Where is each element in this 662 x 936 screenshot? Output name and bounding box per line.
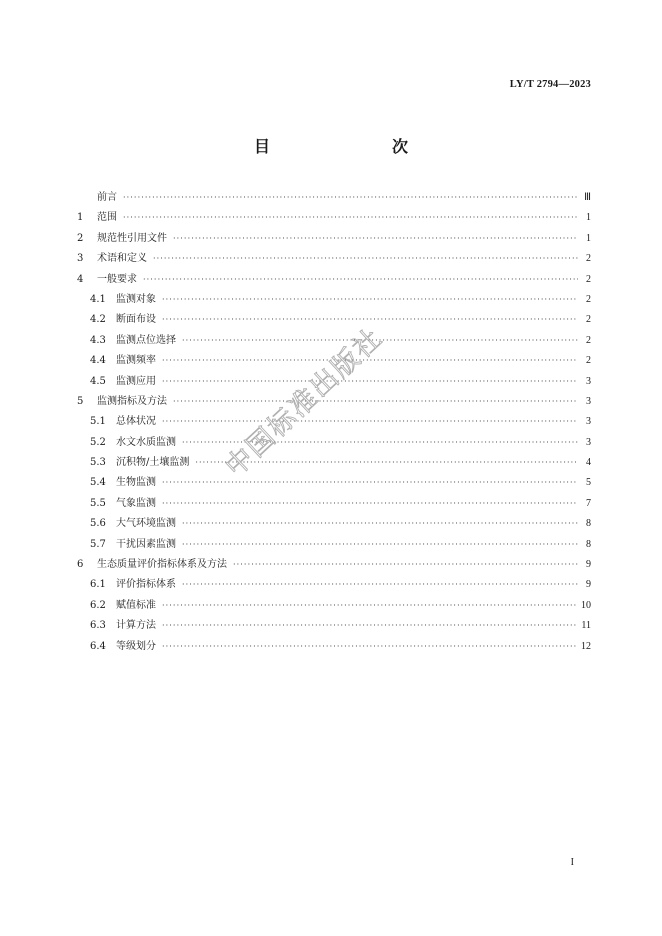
publisher-watermark: 中国标准出版社 [219,321,390,484]
toc-entry-number: 4.1 [90,293,106,305]
toc-entry-number: 3 [77,253,84,265]
toc-entry[interactable] [77,351,591,371]
toc-dot-leader [182,433,578,453]
toc-entry[interactable] [77,412,591,432]
toc-entry-number: 1 [77,212,84,224]
toc-entry-label: 监测对象 [116,293,156,305]
toc-entry-label: 一般要求 [97,273,137,285]
toc-dot-leader [233,555,578,575]
toc-entry-number: 4.4 [90,355,106,367]
toc-entry-page: 2 [586,253,591,265]
toc-dot-leader [162,637,576,657]
toc-entry-page: 1 [586,212,591,224]
toc-entry-label: 大气环境监测 [116,518,176,530]
toc-entry-label: 监测应用 [116,375,156,387]
toc-entry[interactable] [77,433,591,453]
toc-entry-page: Ⅲ [584,192,591,203]
toc-entry-number: 4.3 [90,334,106,346]
toc-entry-number: 4.2 [90,314,106,326]
table-of-contents [77,188,591,657]
toc-entry-number: 5.5 [90,497,106,509]
toc-entry-label: 前言 [97,192,117,203]
toc-entry-page: 8 [586,518,591,530]
toc-entry-number: 6 [77,559,84,571]
toc-entry[interactable] [77,575,591,595]
toc-entry-label: 等级划分 [116,640,156,652]
standard-code: LY/T 2794—2023 [509,79,591,90]
toc-entry-label: 计算方法 [116,620,156,632]
toc-entry-label: 术语和定义 [97,253,147,265]
toc-entry-page: 7 [586,497,591,509]
toc-entry-label: 监测点位选择 [116,334,176,346]
toc-dot-leader [182,535,578,555]
toc-entry-label: 水文水质监测 [116,436,176,448]
toc-dot-leader [162,473,578,493]
toc-dot-leader [173,392,578,412]
toc-entry-number: 6.2 [90,599,106,611]
footer-page-number: I [570,857,574,868]
toc-dot-leader [143,270,578,290]
toc-entry-label: 规范性引用文件 [97,232,167,244]
toc-dot-leader [162,494,578,514]
page-title: 目 次 [253,137,438,156]
toc-dot-leader [162,372,578,392]
toc-entry-label: 赋值标准 [116,599,156,611]
toc-entry[interactable] [77,555,591,575]
toc-entry-label: 范围 [97,212,117,224]
toc-entry-page: 3 [586,375,591,387]
toc-entry[interactable] [77,453,591,473]
toc-entry[interactable] [77,290,591,310]
toc-entry-label: 断面布设 [116,314,156,326]
toc-entry[interactable] [77,514,591,534]
toc-entry-page: 9 [586,579,591,591]
toc-entry-page: 9 [586,559,591,571]
toc-entry[interactable] [77,331,591,351]
toc-entry-page: 8 [586,538,591,550]
toc-entry-number: 6.4 [90,640,106,652]
toc-entry-label: 气象监测 [116,497,156,509]
toc-entry-number: 2 [77,232,84,244]
toc-entry-page: 3 [586,416,591,428]
toc-entry-page: 2 [586,293,591,305]
toc-entry-page: 10 [581,599,591,611]
toc-entry-label: 监测频率 [116,355,156,367]
toc-entry-number: 6.1 [90,579,106,591]
toc-entry-number: 5.7 [90,538,106,550]
toc-entry[interactable] [77,637,591,657]
toc-entry-label: 沉积物/土壤监测 [116,457,190,469]
toc-entry-page: 3 [586,395,591,407]
toc-entry-label: 监测指标及方法 [97,395,167,407]
toc-entry[interactable] [77,473,591,493]
toc-entry[interactable] [77,392,591,412]
toc-dot-leader [182,575,578,595]
toc-entry[interactable] [77,372,591,392]
toc-dot-leader [162,616,576,636]
toc-entry-number: 5.6 [90,518,106,530]
toc-entry-page: 3 [586,436,591,448]
toc-entry-page: 2 [586,314,591,326]
toc-entry[interactable] [77,270,591,290]
toc-dot-leader [162,310,578,330]
toc-dot-leader [123,188,578,208]
toc-entry-label: 干扰因素监测 [116,538,176,550]
toc-entry-number: 4.5 [90,375,106,387]
toc-entry-label: 生物监测 [116,477,156,489]
toc-dot-leader [162,596,576,616]
toc-entry[interactable] [77,494,591,514]
toc-entry-label: 评价指标体系 [116,579,176,591]
toc-entry-page: 2 [586,334,591,346]
toc-entry[interactable] [77,249,591,269]
toc-entry-number: 4 [77,273,84,285]
toc-dot-leader [162,412,578,432]
toc-entry[interactable] [77,188,591,208]
toc-entry-label: 生态质量评价指标体系及方法 [97,559,227,571]
toc-entry[interactable] [77,208,591,228]
toc-dot-leader [123,208,578,228]
toc-dot-leader [182,331,578,351]
toc-entry-number: 5.2 [90,436,106,448]
toc-dot-leader [182,514,578,534]
toc-entry[interactable] [77,535,591,555]
toc-entry[interactable] [77,310,591,330]
toc-entry-page: 1 [586,232,591,244]
toc-entry-page: 12 [581,640,591,652]
toc-entry[interactable] [77,229,591,249]
toc-entry-page: 11 [581,620,591,632]
toc-entry-label: 总体状况 [116,416,156,428]
toc-dot-leader [162,351,578,371]
toc-entry-page: 5 [586,477,591,489]
toc-dot-leader [195,453,578,473]
toc-entry[interactable] [77,616,591,636]
toc-dot-leader [153,249,578,269]
toc-entry-number: 5.4 [90,477,106,489]
toc-dot-leader [173,229,578,249]
toc-entry[interactable] [77,596,591,616]
toc-entry-number: 5.3 [90,457,106,469]
toc-entry-number: 5.1 [90,416,106,428]
toc-entry-page: 2 [586,273,591,285]
toc-entry-number: 6.3 [90,620,106,632]
toc-entry-page: 4 [586,457,591,469]
toc-entry-number: 5 [77,395,84,407]
toc-dot-leader [162,290,578,310]
toc-entry-page: 2 [586,355,591,367]
